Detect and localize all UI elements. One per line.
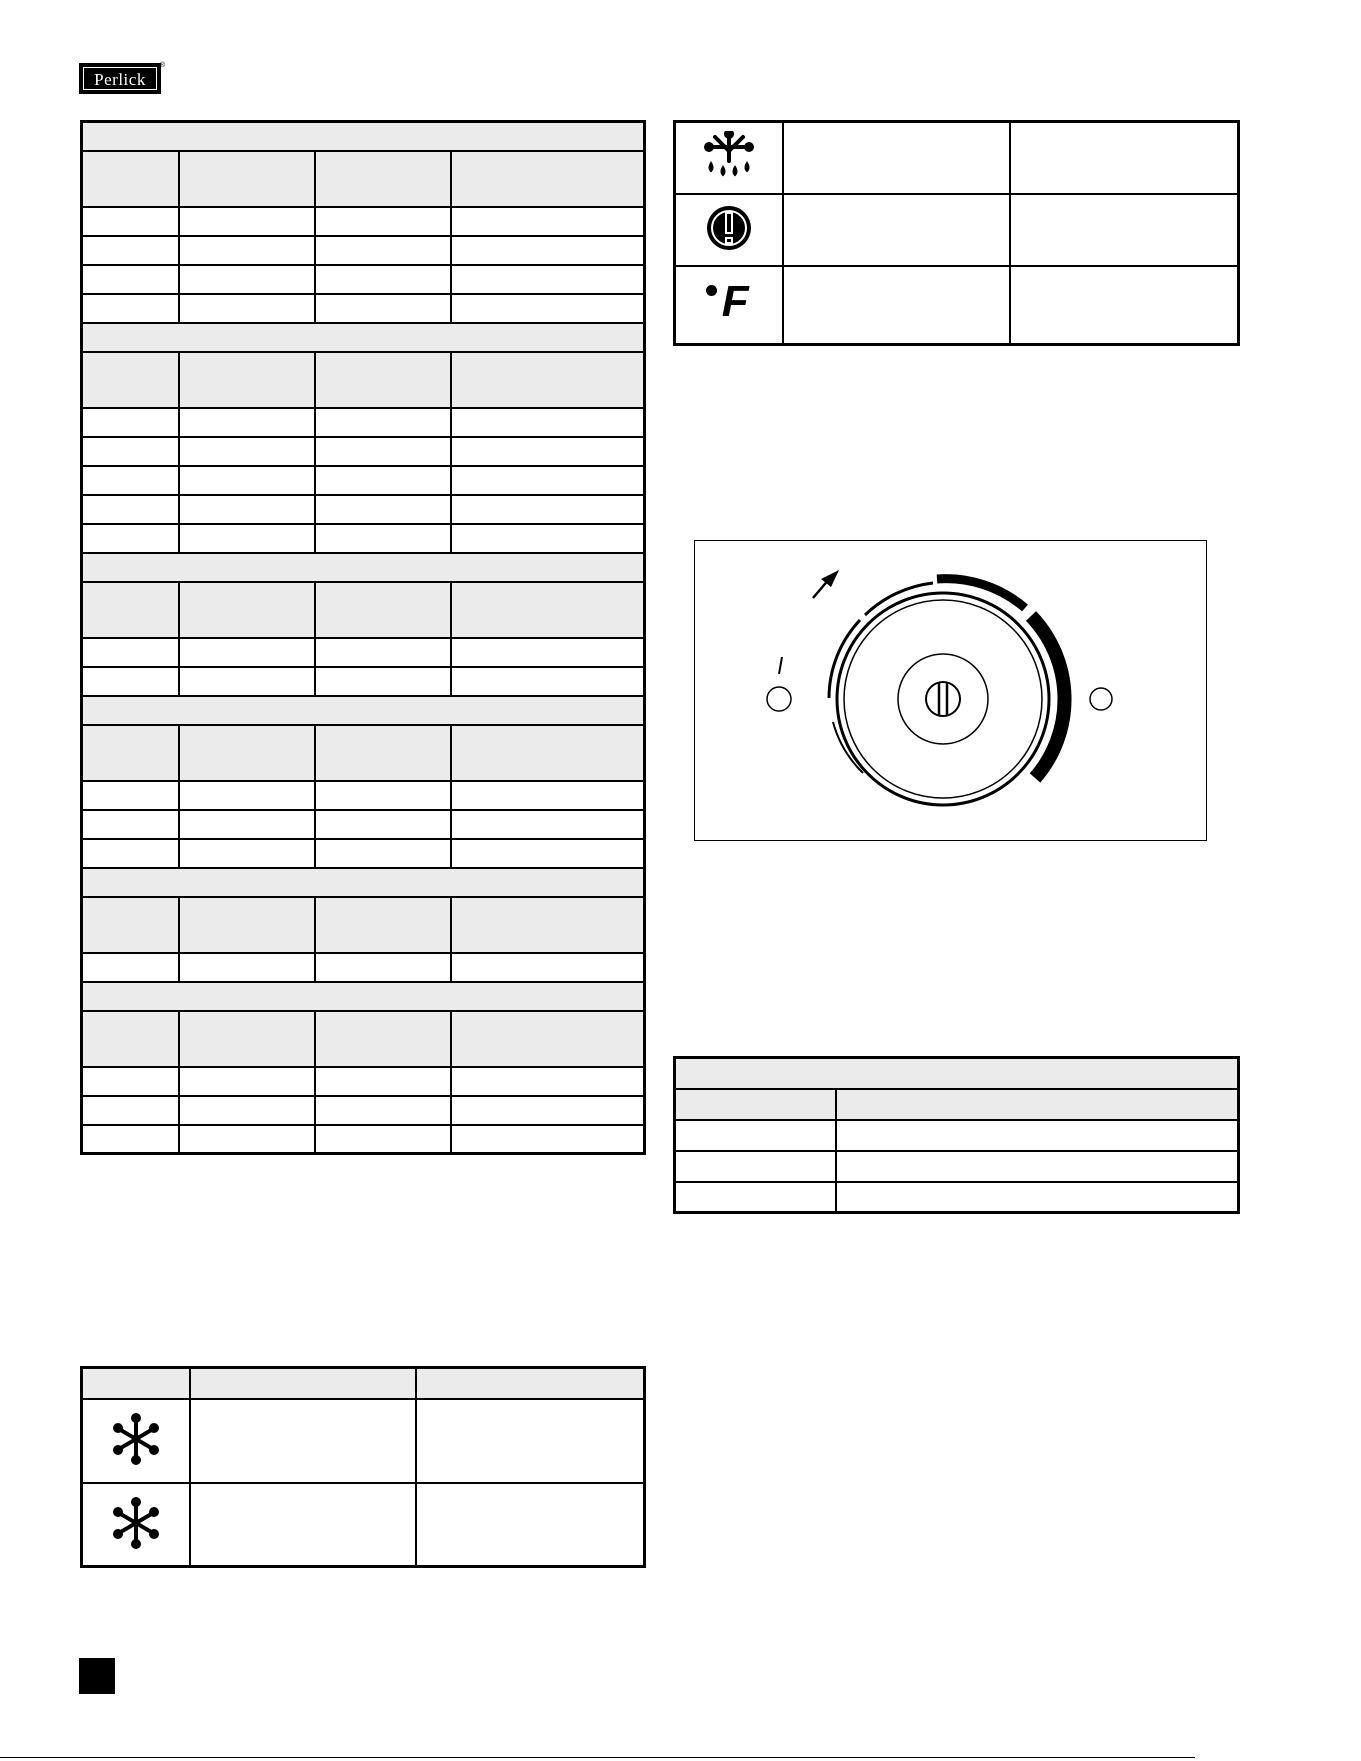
table-header-cell	[82, 897, 179, 953]
table-cell	[451, 466, 645, 495]
table-cell	[675, 1120, 836, 1151]
table-cell	[451, 781, 645, 810]
table-cell	[82, 524, 179, 553]
table-cell	[675, 1182, 836, 1213]
table-cell	[82, 1067, 179, 1096]
page-number-marker	[79, 1658, 115, 1694]
table-cell	[315, 466, 451, 495]
table-cell	[451, 408, 645, 437]
table-row	[82, 524, 645, 553]
thermostat-dial-figure	[694, 540, 1207, 841]
table-cell	[451, 667, 645, 696]
settings-table	[673, 1056, 1240, 1214]
icon-table-header-cell	[416, 1368, 645, 1399]
table-cell	[179, 265, 315, 294]
table-cell	[451, 953, 645, 982]
table-cell	[451, 265, 645, 294]
icon-table-header-cell	[82, 1368, 190, 1399]
table-header-cell	[179, 582, 315, 638]
table-cell	[179, 667, 315, 696]
table-cell	[179, 953, 315, 982]
table-cell	[451, 437, 645, 466]
table-header-cell	[451, 897, 645, 953]
table-cell	[179, 437, 315, 466]
table-cell	[82, 839, 179, 868]
table-cell	[836, 1151, 1239, 1182]
table-row	[82, 437, 645, 466]
table-header-cell	[82, 352, 179, 408]
table-cell	[451, 236, 645, 265]
table-cell	[190, 1399, 416, 1483]
table-header-cell	[82, 725, 179, 781]
table-cell	[315, 265, 451, 294]
table-header-cell	[179, 151, 315, 207]
table-cell	[783, 266, 1010, 345]
table-cell	[836, 1120, 1239, 1151]
table-cell	[82, 953, 179, 982]
table-cell	[416, 1399, 645, 1483]
table-cell	[315, 207, 451, 236]
icon-table-left	[80, 1366, 646, 1568]
table-header-cell	[315, 1011, 451, 1067]
table-header-cell	[82, 582, 179, 638]
table-cell	[179, 466, 315, 495]
table-cell	[451, 1067, 645, 1096]
table-row	[82, 294, 645, 323]
table-row	[82, 495, 645, 524]
table-cell	[82, 1125, 179, 1154]
table-cell	[1010, 266, 1239, 345]
table-cell	[82, 265, 179, 294]
table-cell	[451, 1096, 645, 1125]
table-cell	[179, 1067, 315, 1096]
table-cell	[82, 667, 179, 696]
table-header-cell	[179, 352, 315, 408]
table-cell	[82, 810, 179, 839]
footer-rule	[0, 1757, 1195, 1758]
table-cell	[1010, 122, 1239, 194]
table-cell	[179, 207, 315, 236]
table-header-cell	[179, 897, 315, 953]
table-row	[82, 810, 645, 839]
table-header-cell	[179, 1011, 315, 1067]
table-row	[82, 1125, 645, 1154]
fahrenheit-icon	[675, 266, 783, 345]
table-row	[82, 953, 645, 982]
table-header-cell	[315, 725, 451, 781]
table-header-cell	[675, 1089, 836, 1120]
table-section-title	[82, 323, 645, 352]
table-cell	[315, 667, 451, 696]
table-row	[82, 1067, 645, 1096]
spec-table	[80, 120, 646, 1155]
table-header-cell	[451, 582, 645, 638]
table-cell	[451, 810, 645, 839]
table-cell	[315, 839, 451, 868]
table-cell	[783, 194, 1010, 266]
table-cell	[315, 781, 451, 810]
icon-table-right	[673, 120, 1240, 346]
table-cell	[82, 408, 179, 437]
table-section-title	[82, 868, 645, 897]
table-cell	[315, 524, 451, 553]
table-cell	[315, 408, 451, 437]
table-cell	[179, 781, 315, 810]
table-header-cell	[179, 725, 315, 781]
defrost-icon	[675, 122, 783, 194]
table-cell	[315, 810, 451, 839]
snowflake-icon	[82, 1399, 190, 1483]
table-cell	[315, 953, 451, 982]
table-cell	[836, 1182, 1239, 1213]
table-header-cell	[315, 151, 451, 207]
table-section-title	[82, 982, 645, 1011]
table-cell	[82, 236, 179, 265]
table-header-cell	[82, 151, 179, 207]
fahrenheit-label: F	[721, 277, 749, 327]
table-section-title	[675, 1058, 1239, 1089]
table-cell	[675, 1151, 836, 1182]
table-cell	[315, 1125, 451, 1154]
table-cell	[82, 781, 179, 810]
table-header-cell	[315, 352, 451, 408]
table-header-cell	[315, 897, 451, 953]
table-row	[82, 638, 645, 667]
table-row	[82, 408, 645, 437]
icon-table-header-cell	[190, 1368, 416, 1399]
table-cell	[179, 839, 315, 868]
thermostat-dial-icon	[695, 541, 1205, 839]
logo-text: Perlick	[83, 67, 157, 90]
table-row	[82, 667, 645, 696]
table-cell	[179, 408, 315, 437]
table-header-cell	[451, 151, 645, 207]
table-cell	[315, 638, 451, 667]
table-cell	[315, 437, 451, 466]
table-row	[82, 466, 645, 495]
table-cell	[1010, 194, 1239, 266]
alert-icon	[675, 194, 783, 266]
table-cell	[82, 466, 179, 495]
table-row	[82, 207, 645, 236]
table-cell	[179, 236, 315, 265]
table-cell	[451, 207, 645, 236]
table-cell	[190, 1483, 416, 1567]
table-cell	[82, 294, 179, 323]
table-cell	[82, 437, 179, 466]
table-section-title	[82, 696, 645, 725]
table-row	[82, 839, 645, 868]
table-cell	[416, 1483, 645, 1567]
table-cell	[451, 294, 645, 323]
table-cell	[179, 1125, 315, 1154]
table-cell	[179, 524, 315, 553]
table-cell	[315, 495, 451, 524]
table-header-cell	[836, 1089, 1239, 1120]
table-cell	[82, 1096, 179, 1125]
table-cell	[783, 122, 1010, 194]
table-row	[82, 1096, 645, 1125]
table-cell	[82, 495, 179, 524]
table-header-cell	[315, 582, 451, 638]
table-cell	[451, 495, 645, 524]
table-cell	[179, 638, 315, 667]
table-section-title	[82, 122, 645, 151]
table-row	[82, 265, 645, 294]
table-cell	[451, 638, 645, 667]
table-cell	[451, 839, 645, 868]
table-header-cell	[451, 725, 645, 781]
table-row	[82, 236, 645, 265]
perlick-logo	[79, 62, 165, 94]
table-cell	[82, 638, 179, 667]
table-cell	[315, 294, 451, 323]
table-cell	[82, 207, 179, 236]
table-cell	[179, 495, 315, 524]
table-header-cell	[451, 1011, 645, 1067]
table-cell	[179, 294, 315, 323]
table-cell	[179, 810, 315, 839]
table-section-title	[82, 553, 645, 582]
table-header-cell	[451, 352, 645, 408]
table-cell	[451, 524, 645, 553]
registered-mark: ®	[159, 62, 165, 69]
table-cell	[315, 236, 451, 265]
table-cell	[451, 1125, 645, 1154]
table-cell	[179, 1096, 315, 1125]
table-row	[82, 781, 645, 810]
table-cell	[315, 1067, 451, 1096]
table-cell	[315, 1096, 451, 1125]
snowflake-icon	[82, 1483, 190, 1567]
table-header-cell	[82, 1011, 179, 1067]
